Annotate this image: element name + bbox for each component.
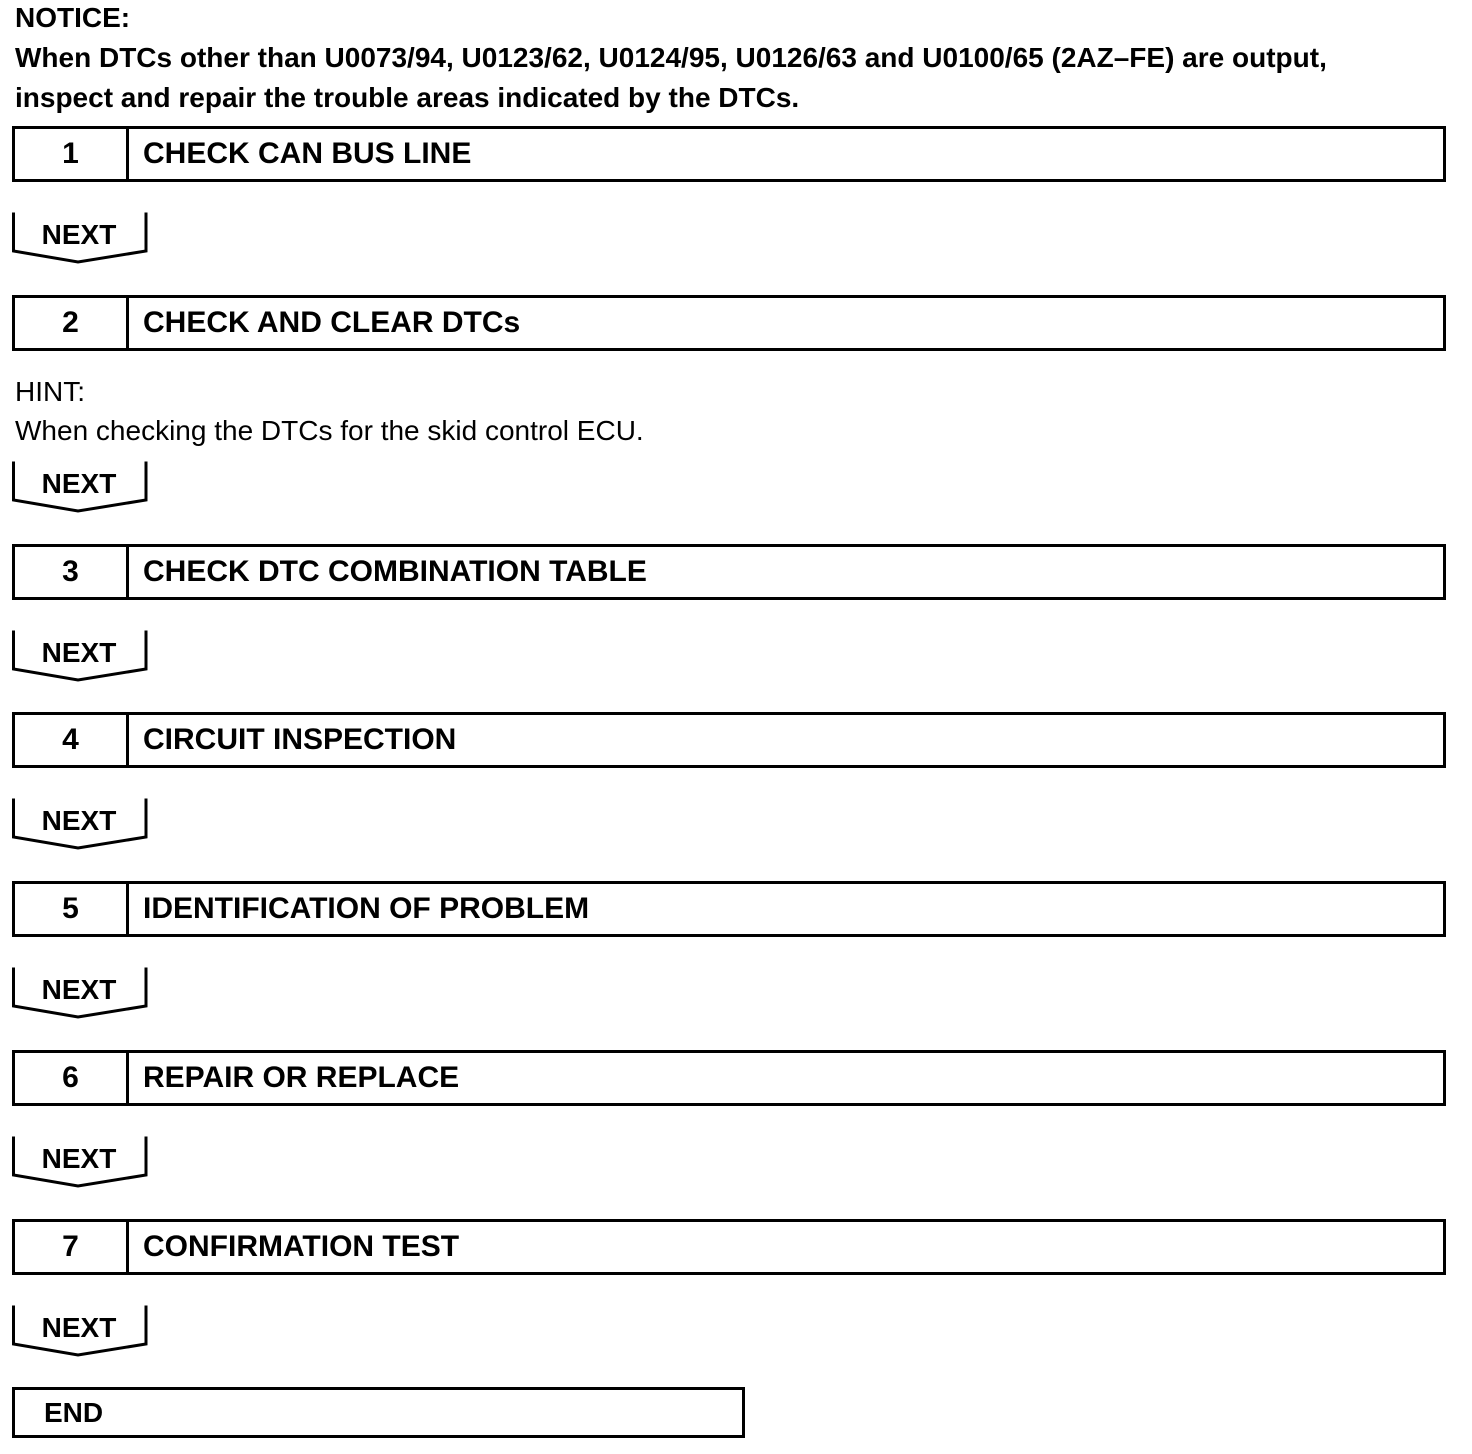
next-label: NEXT <box>41 1312 117 1343</box>
end-label: END <box>44 1396 104 1428</box>
notice-text-line-1: When DTCs other than U0073/94, U0123/62, U0124/95, U0126/63 and U0100/65 (2AZ–FE) are output, <box>15 42 1327 73</box>
next-button-3[interactable] <box>12 629 150 683</box>
next-label: NEXT <box>41 974 117 1005</box>
step-5-box <box>12 881 1446 937</box>
next-label: NEXT <box>41 1143 117 1174</box>
step-4-box <box>12 712 1446 768</box>
step-1-number: 1 <box>15 129 129 179</box>
hint-heading: HINT: <box>15 376 85 407</box>
next-button-6[interactable] <box>12 1135 150 1189</box>
step-7-box <box>12 1219 1446 1275</box>
next-label: NEXT <box>41 468 117 499</box>
step-3-box <box>12 544 1446 600</box>
step-3-number: 3 <box>15 547 129 597</box>
next-label: NEXT <box>41 637 117 668</box>
notice-text-line-2: inspect and repair the trouble areas indicated by the DTCs. <box>15 82 800 113</box>
step-2-box <box>12 295 1446 351</box>
hint-text: When checking the DTCs for the skid control ECU. <box>15 415 644 446</box>
step-4-number: 4 <box>15 715 129 765</box>
next-button-7[interactable] <box>12 1304 150 1358</box>
next-label: NEXT <box>41 219 117 250</box>
notice-heading: NOTICE: <box>15 2 131 33</box>
next-button-2[interactable] <box>12 460 150 514</box>
step-6-box <box>12 1050 1446 1106</box>
next-button-5[interactable] <box>12 966 150 1020</box>
step-2-number: 2 <box>15 298 129 348</box>
next-label: NEXT <box>41 805 117 836</box>
step-5-number: 5 <box>15 884 129 934</box>
step-3-title: CHECK DTC COMBINATION TABLE <box>143 555 647 588</box>
step-7-title: CONFIRMATION TEST <box>143 1230 460 1263</box>
next-button-1[interactable] <box>12 211 150 265</box>
step-6-number: 6 <box>15 1053 129 1103</box>
step-7-number: 7 <box>15 1222 129 1272</box>
end-box <box>12 1387 745 1438</box>
step-2-title: CHECK AND CLEAR DTCs <box>143 306 521 339</box>
step-1-title: CHECK CAN BUS LINE <box>143 137 472 170</box>
step-4-title: CIRCUIT INSPECTION <box>143 723 457 756</box>
next-button-4[interactable] <box>12 797 150 851</box>
step-1-box <box>12 126 1446 182</box>
step-6-title: REPAIR OR REPLACE <box>143 1061 460 1094</box>
step-5-title: IDENTIFICATION OF PROBLEM <box>143 892 590 925</box>
